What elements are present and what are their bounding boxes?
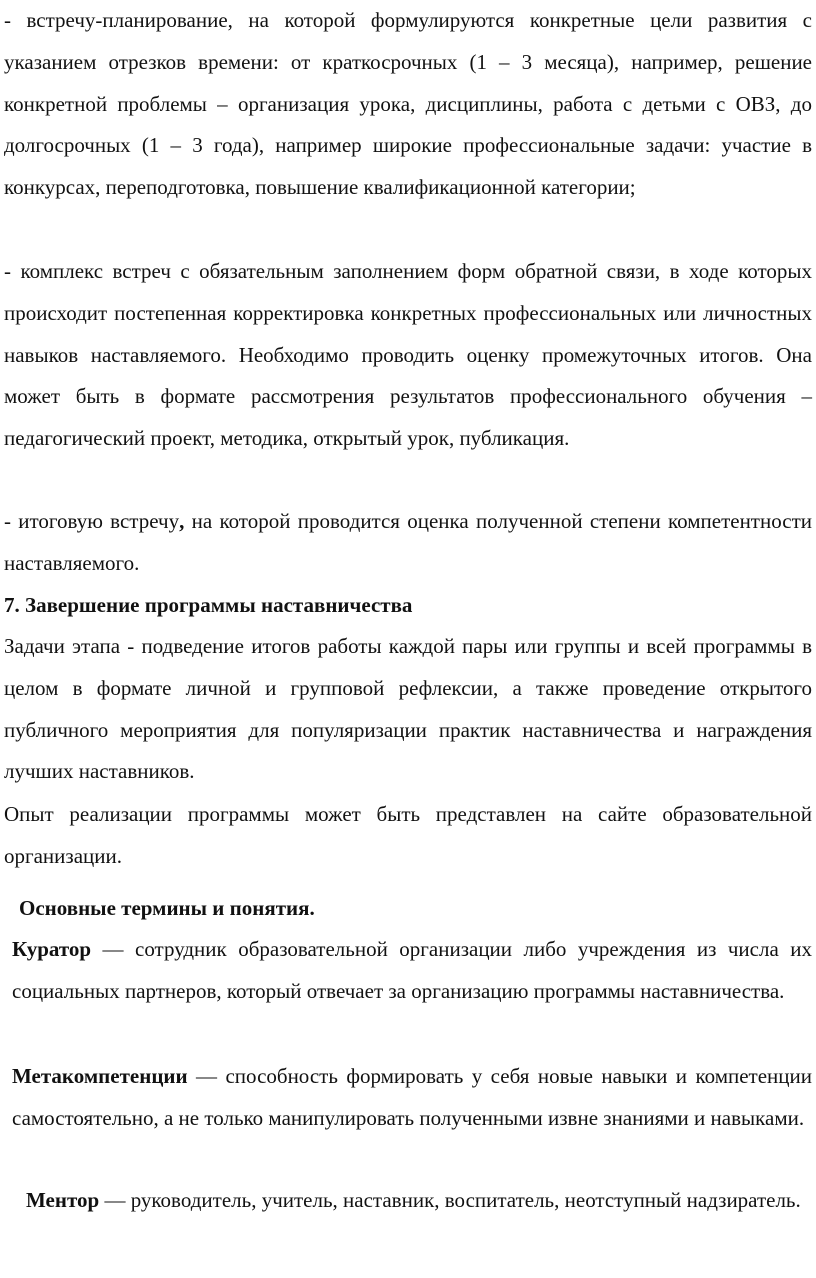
paragraph-experience-text: Опыт реализации программы может быть представлен на сайте образовательной организации. [4,802,812,868]
paragraph-meeting-planning [4,0,812,209]
paragraph-meetings-complex-text: - комплекс встреч с обязательным заполнением форм обратной связи, в ходе которых происходит постепенная корректировка конкретных профессиональных или личностных навыков наставляемого. Необходимо проводить оценку промежуточных итогов. Она может быть в формате рассмотрения результатов профессионального обучения – педагогический проект, методика, открытый урок, публикация. [4,259,812,451]
section-heading: 7. Завершение программы наставничества [4,593,413,617]
paragraph-final-meeting-comma: , [179,509,185,533]
paragraph-experience [4,794,812,878]
paragraph-stage-tasks [4,626,812,793]
term-curator: Куратор [12,937,92,961]
definition-curator [12,929,812,1013]
term-mentor: Ментор [26,1188,100,1212]
paragraph-meetings-complex [4,251,812,460]
paragraph-final-meeting-rest: на которой проводится оценка полученной степени компетентности наставляемого. [4,509,812,575]
paragraph-stage-tasks-text: Задачи этапа - подведение итогов работы каждой пары или группы и всей программы в целом в формате личной и групповой рефлексии, а также проведение открытого публичного мероприятия для популяризации практик наставничества и награждения лучших наставников. [4,634,812,784]
paragraph-final-meeting [4,501,812,585]
definition-mentor [12,1180,812,1222]
definition-mentor-text: — руководитель, учитель, наставник, воспитатель, неотступный надзиратель. [99,1188,801,1212]
terms-heading: Основные термины и понятия. [19,896,315,920]
paragraph-meeting-planning-text: - встречу-планирование, на которой формулируются конкретные цели развития с указанием отрезков времени: от краткосрочных (1 – 3 месяца), например, решение конкретной проблемы – организация урока, дисциплины, работа с детьми с ОВЗ, до долгосрочных (1 – 3 года), например широкие профессиональные задачи: участие в конкурсах, переподготовка, повышение квалификационной категории; [4,8,812,200]
definition-metacompetencies-text: — способность формировать у себя новые навыки и компетенции самостоятельно, а не только манипулировать полученными извне знаниями и навыками. [12,1064,812,1130]
definition-metacompetencies [12,1056,812,1140]
term-metacompetencies: Метакомпетенции [12,1064,188,1088]
definition-curator-text: — сотрудник образовательной организации либо учреждения из числа их социальных партнеров, который отвечает за организацию программы наставничества. [12,937,812,1003]
paragraph-final-meeting-prefix: - итоговую встречу [4,509,180,533]
